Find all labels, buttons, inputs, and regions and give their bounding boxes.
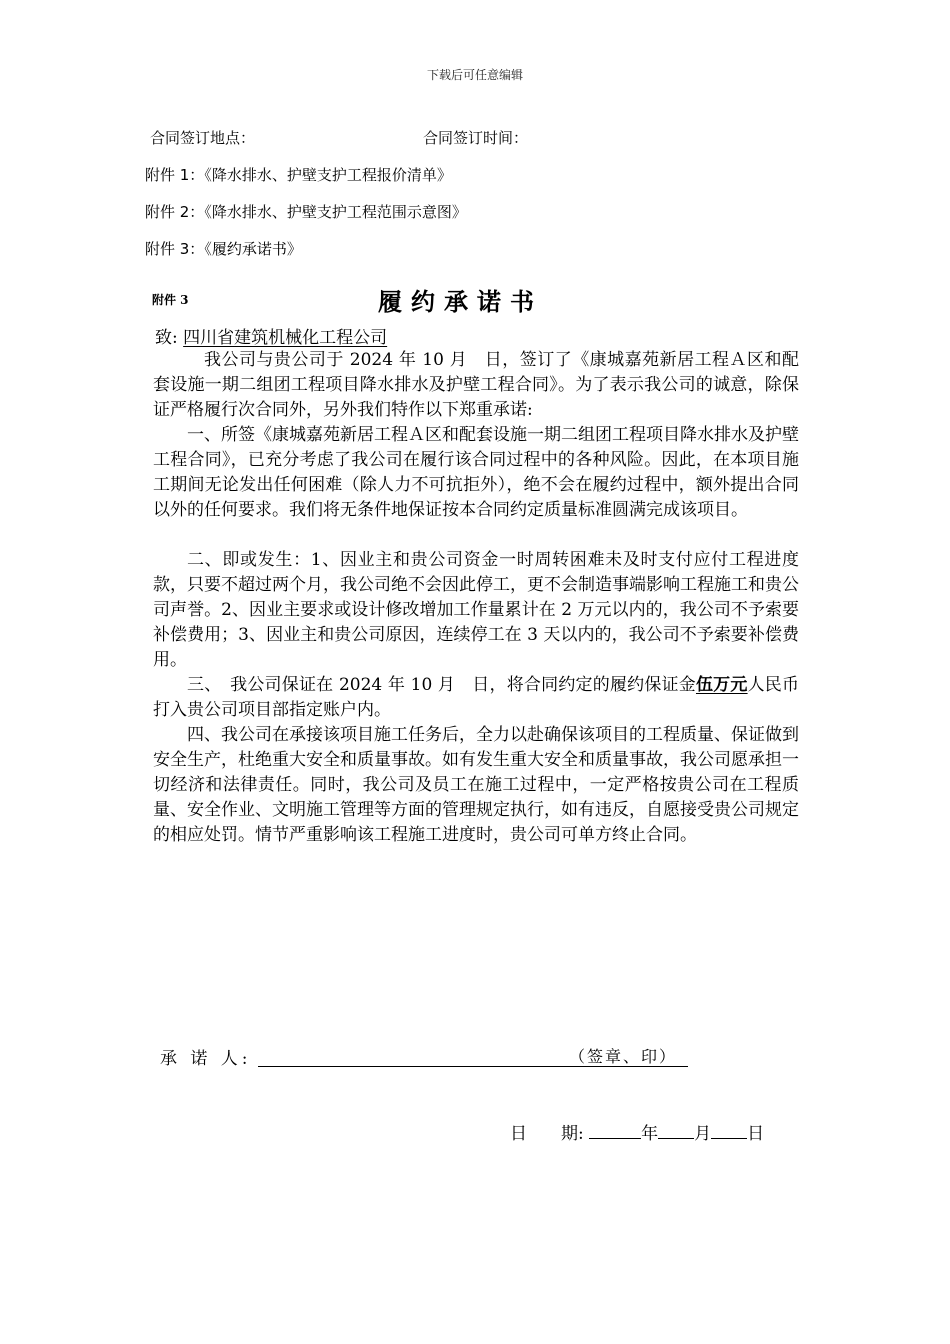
- date-label: 日 期:: [510, 1124, 584, 1144]
- attachment-title: 《降水排水、护壁支护工程报价清单》: [204, 166, 452, 184]
- attachment-label: 附件 1：: [145, 166, 205, 184]
- signing-time-label: 合同签订时间：: [423, 129, 529, 147]
- attachment-item: [145, 201, 467, 222]
- day-blank: [711, 1137, 747, 1139]
- date-line: [510, 1119, 764, 1144]
- day-unit: 日: [747, 1124, 765, 1144]
- year-unit: 年: [641, 1124, 659, 1144]
- seal-hint: （签章、印）: [569, 1047, 678, 1066]
- item3-text: 三、 我公司保证在 2024 年 10 月 日，将合同约定的履约保证金: [187, 675, 696, 695]
- addressee-line: [155, 323, 387, 348]
- commitment-item-3: [153, 673, 799, 723]
- attachment-item: [145, 164, 452, 185]
- signing-place-label: 合同签订地点：: [150, 129, 256, 147]
- month-blank: [658, 1137, 694, 1139]
- commitment-item-2: 二、即或发生：1、因业主和贵公司资金一时周转困难未及时支付应付工程进度款，只要不超过两个月，我公司绝不会因此停工，更不会制造事端影响工程施工和贵公司声誉。2、因业主要求或设计修改增加工作量累计在 2 万元以内的，我公司不予索要补偿费用；3、因业主和贵公司原因，连续停工在 3 天以内的，我公司不予索要补偿费用。: [153, 550, 799, 670]
- attachment-label: 附件 2：: [145, 203, 205, 221]
- attachment-label: 附件 3：: [145, 240, 205, 258]
- attachment-title: 《降水排水、护壁支护工程范围示意图》: [204, 203, 467, 221]
- addressee-label: 致:: [155, 328, 178, 348]
- intro-paragraph: 我公司与贵公司于 2024 年 10 月 日，签订了《康城嘉苑新居工程Ａ区和配套设施一期二组团工程项目降水排水及护壁工程合同》。为了表示我公司的诚意，除保证严格履行次合同外，另外我们特作以下郑重承诺:: [153, 350, 799, 420]
- document-title: 履约承诺书: [378, 287, 543, 316]
- commitment-item-1: 一、所签《康城嘉苑新居工程Ａ区和配套设施一期二组团工程项目降水排水及护壁工程合同》，已充分考虑了我公司在履行该合同过程中的各种风险。因此，在本项目施工期间无论发出任何困难（除人力不可抗拒外），绝不会在履约过程中，额外提出合同以外的任何要求。我们将无条件地保证按本合同约定质量标准圆满完成该项目。: [153, 425, 799, 520]
- attachment-tag: 附件 3: [152, 293, 189, 307]
- attachment-title: 《履约承诺书》: [204, 240, 302, 258]
- deposit-amount: 伍万元: [695, 675, 748, 695]
- header-note: 下载后可任意编辑: [426, 68, 523, 82]
- attachment-item: [145, 238, 302, 259]
- commitment-item-4: 四、我公司在承接该项目施工任务后，全力以赴确保该项目的工程质量、保证做到安全生产，杜绝重大安全和质量事故。如有发生重大安全和质量事故，我公司愿承担一切经济和法律责任。同时，我公司及员工在施工过程中，一定严格按贵公司在工程质量、安全作业、文明施工管理等方面的管理规定执行，如有违反，自愿接受贵公司规定的相应处罚。情节严重影响该工程施工进度时，贵公司可单方终止合同。: [153, 725, 799, 845]
- promisor-label: 承 诺 人:: [160, 1049, 252, 1069]
- addressee-org: 四川省建筑机械化工程公司: [183, 328, 388, 348]
- item3-tail: 人民币打入贵公司项目部指定账户内。: [153, 675, 800, 720]
- year-blank: [589, 1137, 641, 1139]
- month-unit: 月: [694, 1124, 712, 1144]
